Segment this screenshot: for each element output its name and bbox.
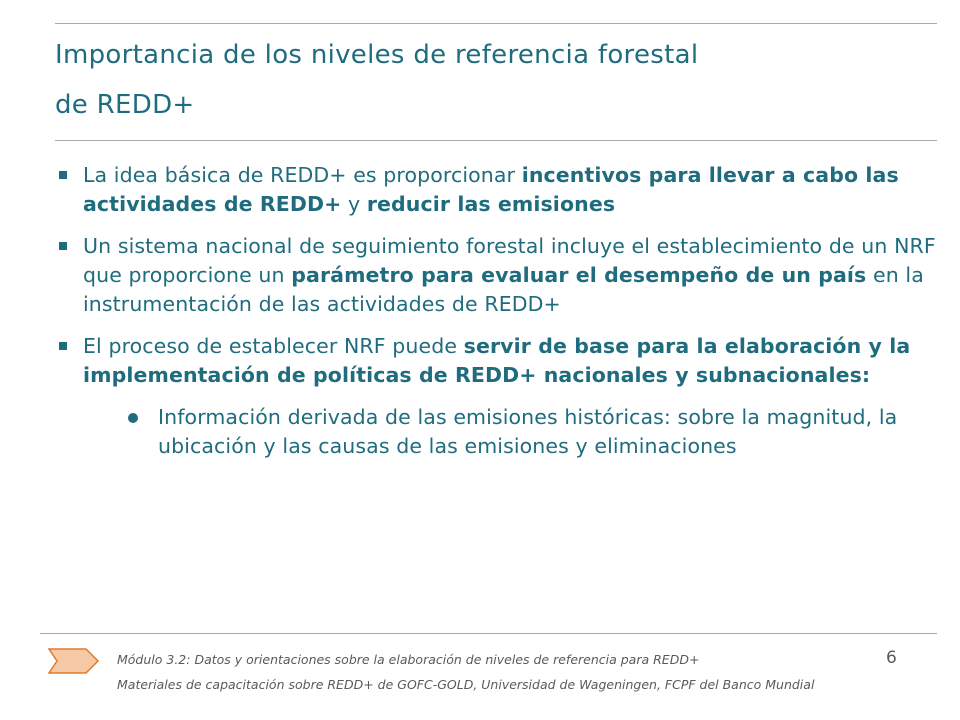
square-bullet-icon bbox=[59, 242, 67, 250]
bullet-text: y bbox=[341, 192, 367, 216]
bullet-bold-text: incentivos para llevar a cabo las actividades de REDD+ bbox=[83, 163, 899, 216]
bullet-text: El proceso de establecer NRF puede bbox=[83, 334, 464, 358]
bullet-text: La idea básica de REDD+ es proporcionar bbox=[83, 163, 522, 187]
bullet-bold-text: reducir las emisiones bbox=[366, 192, 616, 216]
footer-credits-text: Materiales de capacitación sobre REDD+ de GOFC-GOLD, Universidad de Wageningen, FCPF del Banco Mundial bbox=[117, 677, 815, 692]
square-bullet-icon bbox=[59, 342, 67, 350]
slide-title bbox=[55, 30, 935, 130]
title-divider bbox=[55, 140, 937, 141]
footer-module-text: Módulo 3.2: Datos y orientaciones sobre la elaboración de niveles de referencia para REDD+ bbox=[117, 652, 700, 667]
bullet-bold-text: servir de base para la elaboración y la implementación de políticas de REDD+ nacionales y subnacionales: bbox=[83, 334, 911, 387]
bullet-item bbox=[58, 232, 938, 319]
round-bullet-icon bbox=[128, 413, 138, 423]
page-number: 6 bbox=[886, 648, 897, 668]
bullet-text: Un sistema nacional de seguimiento forestal incluye el establecimiento de un NRF que proporcione un bbox=[83, 234, 936, 287]
bullet-bold-text: parámetro para evaluar el desempeño de un país bbox=[291, 263, 867, 287]
chevron-arrow-icon bbox=[48, 647, 100, 675]
title-line-2: de REDD+ bbox=[55, 90, 195, 120]
sub-bullet-text: Información derivada de las emisiones históricas: sobre la magnitud, la ubicación y las causas de las emisiones y eliminaciones bbox=[158, 405, 898, 458]
title-line-1: Importancia de los niveles de referencia forestal bbox=[55, 40, 699, 70]
sub-bullet-item bbox=[58, 403, 938, 461]
bullet-item bbox=[58, 332, 938, 390]
square-bullet-icon bbox=[59, 171, 67, 179]
top-divider bbox=[55, 23, 937, 24]
slide-content bbox=[58, 161, 938, 461]
footer-divider bbox=[40, 633, 937, 634]
bullet-text: en la instrumentación de las actividades de REDD+ bbox=[83, 263, 924, 316]
bullet-item bbox=[58, 161, 938, 219]
